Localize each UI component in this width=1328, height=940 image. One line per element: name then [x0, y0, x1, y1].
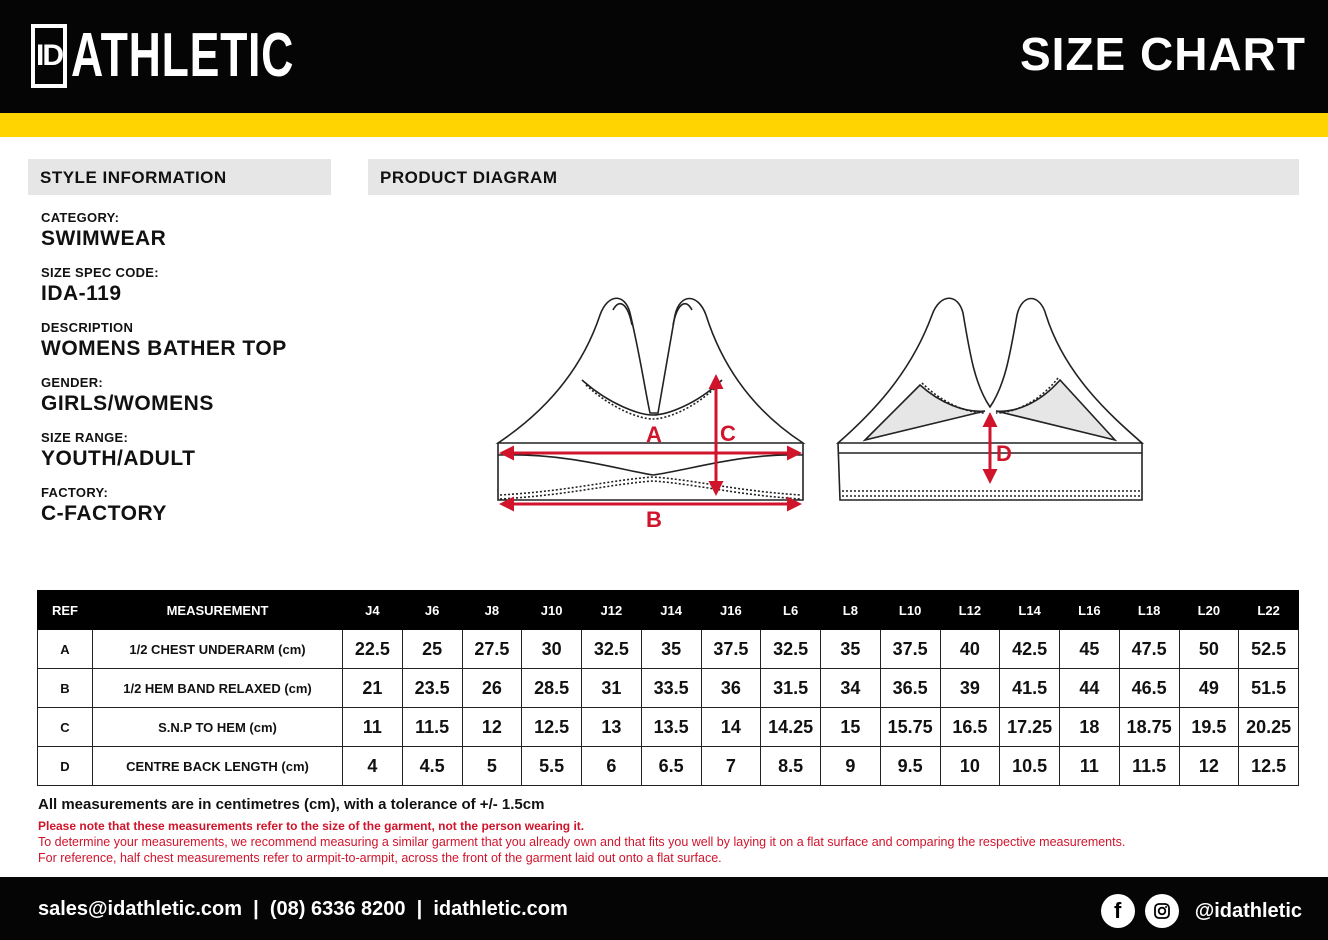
front-view: [498, 298, 803, 500]
value-cell: 49: [1179, 669, 1239, 708]
instagram-icon[interactable]: [1145, 894, 1179, 928]
value-cell: 18.75: [1119, 708, 1179, 747]
tolerance-note: All measurements are in centimetres (cm), with a tolerance of +/- 1.5cm: [38, 796, 545, 813]
value-cell: 28.5: [522, 669, 582, 708]
info-spec-code: [41, 265, 341, 307]
info-value: WOMENS BATHER TOP: [41, 337, 287, 360]
value-cell: 12.5: [1239, 747, 1299, 786]
ref-cell: D: [38, 747, 93, 786]
value-cell: 10: [940, 747, 1000, 786]
info-value: GIRLS/WOMENS: [41, 392, 214, 415]
value-cell: 26: [462, 669, 522, 708]
info-label: DESCRIPTION: [41, 320, 134, 335]
column-header: J8: [462, 591, 522, 630]
value-cell: 32.5: [761, 630, 821, 669]
table-header-row: [38, 591, 1299, 630]
value-cell: 45: [1060, 630, 1120, 669]
value-cell: 36: [701, 669, 761, 708]
table-row: [38, 630, 1299, 669]
value-cell: 30: [522, 630, 582, 669]
notes: [38, 796, 1308, 866]
column-header: J10: [522, 591, 582, 630]
footer: [0, 877, 1328, 940]
logo-wordmark: ATHLETIC: [71, 21, 295, 90]
value-cell: 31.5: [761, 669, 821, 708]
column-header: J14: [641, 591, 701, 630]
half-chest-note: For reference, half chest measurements refer to armpit-to-armpit, across the front of the garment laid out onto a flat surface.: [38, 851, 722, 865]
info-label: FACTORY:: [41, 485, 109, 500]
header: [0, 0, 1328, 113]
column-header: MEASUREMENT: [93, 591, 343, 630]
size-table: [37, 590, 1299, 786]
column-header: L10: [880, 591, 940, 630]
column-header: L18: [1119, 591, 1179, 630]
value-cell: 11.5: [1119, 747, 1179, 786]
value-cell: 51.5: [1239, 669, 1299, 708]
facebook-icon[interactable]: f: [1101, 894, 1135, 928]
value-cell: 41.5: [1000, 669, 1060, 708]
value-cell: 44: [1060, 669, 1120, 708]
column-header: L8: [821, 591, 881, 630]
ref-cell: C: [38, 708, 93, 747]
value-cell: 35: [641, 630, 701, 669]
value-cell: 17.25: [1000, 708, 1060, 747]
social-links: [1101, 894, 1302, 928]
instagram-glyph: [1153, 902, 1171, 920]
value-cell: 13.5: [641, 708, 701, 747]
value-cell: 5: [462, 747, 522, 786]
value-cell: 25: [402, 630, 462, 669]
diagram-label-a: A: [646, 422, 662, 447]
product-diagram-heading: PRODUCT DIAGRAM: [368, 159, 1299, 195]
diagram-label-d: D: [996, 441, 1012, 466]
info-description: [41, 320, 341, 362]
garment-warning: Please note that these measurements refer to the size of the garment, not the person wearing it.: [38, 819, 585, 833]
ref-cell: B: [38, 669, 93, 708]
value-cell: 34: [821, 669, 881, 708]
info-factory: [41, 485, 341, 527]
value-cell: 47.5: [1119, 630, 1179, 669]
value-cell: 11: [343, 708, 403, 747]
value-cell: 15: [821, 708, 881, 747]
info-gender: [41, 375, 341, 417]
column-header: L22: [1239, 591, 1299, 630]
value-cell: 10.5: [1000, 747, 1060, 786]
info-value: YOUTH/ADULT: [41, 447, 196, 470]
info-category: [41, 210, 341, 252]
value-cell: 27.5: [462, 630, 522, 669]
table-row: [38, 708, 1299, 747]
column-header: J4: [343, 591, 403, 630]
value-cell: 16.5: [940, 708, 1000, 747]
value-cell: 52.5: [1239, 630, 1299, 669]
value-cell: 20.25: [1239, 708, 1299, 747]
measurement-cell: 1/2 HEM BAND RELAXED (cm): [93, 669, 343, 708]
page-title: SIZE CHART: [1020, 28, 1306, 80]
info-label: GENDER:: [41, 375, 104, 390]
style-info-heading: STYLE INFORMATION: [28, 159, 331, 195]
value-cell: 35: [821, 630, 881, 669]
info-value: SWIMWEAR: [41, 227, 167, 250]
value-cell: 22.5: [343, 630, 403, 669]
value-cell: 18: [1060, 708, 1120, 747]
accent-stripe: [0, 113, 1328, 137]
value-cell: 11.5: [402, 708, 462, 747]
brand-logo: [31, 21, 381, 90]
info-label: CATEGORY:: [41, 210, 120, 225]
column-header: J12: [582, 591, 642, 630]
column-header: L6: [761, 591, 821, 630]
contact-info[interactable]: sales@idathletic.com | (08) 6336 8200 | idathletic.com: [38, 898, 568, 920]
value-cell: 13: [582, 708, 642, 747]
value-cell: 5.5: [522, 747, 582, 786]
value-cell: 9: [821, 747, 881, 786]
value-cell: 31: [582, 669, 642, 708]
value-cell: 12: [1179, 747, 1239, 786]
value-cell: 11: [1060, 747, 1120, 786]
value-cell: 21: [343, 669, 403, 708]
info-value: C-FACTORY: [41, 502, 167, 525]
column-header: L12: [940, 591, 1000, 630]
value-cell: 15.75: [880, 708, 940, 747]
column-header: REF: [38, 591, 93, 630]
info-value: IDA-119: [41, 282, 122, 305]
value-cell: 50: [1179, 630, 1239, 669]
column-header: J16: [701, 591, 761, 630]
value-cell: 8.5: [761, 747, 821, 786]
value-cell: 37.5: [880, 630, 940, 669]
value-cell: 23.5: [402, 669, 462, 708]
info-label: SIZE RANGE:: [41, 430, 129, 445]
product-diagram: [470, 285, 1170, 535]
social-handle[interactable]: @idathletic: [1194, 899, 1302, 922]
value-cell: 42.5: [1000, 630, 1060, 669]
diagram-label-b: B: [646, 507, 662, 532]
value-cell: 39: [940, 669, 1000, 708]
value-cell: 9.5: [880, 747, 940, 786]
table-row: [38, 747, 1299, 786]
value-cell: 12: [462, 708, 522, 747]
column-header: L14: [1000, 591, 1060, 630]
value-cell: 37.5: [701, 630, 761, 669]
value-cell: 46.5: [1119, 669, 1179, 708]
value-cell: 40: [940, 630, 1000, 669]
value-cell: 6: [582, 747, 642, 786]
value-cell: 19.5: [1179, 708, 1239, 747]
table-row: [38, 669, 1299, 708]
value-cell: 32.5: [582, 630, 642, 669]
value-cell: 6.5: [641, 747, 701, 786]
measurement-cell: S.N.P TO HEM (cm): [93, 708, 343, 747]
measurement-cell: CENTRE BACK LENGTH (cm): [93, 747, 343, 786]
measurement-cell: 1/2 CHEST UNDERARM (cm): [93, 630, 343, 669]
value-cell: 7: [701, 747, 761, 786]
value-cell: 14: [701, 708, 761, 747]
logo-id-mark: ID: [31, 24, 67, 88]
style-info: [41, 210, 341, 540]
measuring-instructions: To determine your measurements, we recommend measuring a similar garment that you already own and that fits you well by laying it on a flat surface and comparing the respective measurements.: [38, 835, 1126, 849]
column-header: J6: [402, 591, 462, 630]
value-cell: 4: [343, 747, 403, 786]
value-cell: 14.25: [761, 708, 821, 747]
info-label: SIZE SPEC CODE:: [41, 265, 159, 280]
column-header: L20: [1179, 591, 1239, 630]
value-cell: 4.5: [402, 747, 462, 786]
value-cell: 36.5: [880, 669, 940, 708]
ref-cell: A: [38, 630, 93, 669]
column-header: L16: [1060, 591, 1120, 630]
value-cell: 33.5: [641, 669, 701, 708]
info-size-range: [41, 430, 341, 472]
diagram-label-c: C: [720, 421, 736, 446]
value-cell: 12.5: [522, 708, 582, 747]
